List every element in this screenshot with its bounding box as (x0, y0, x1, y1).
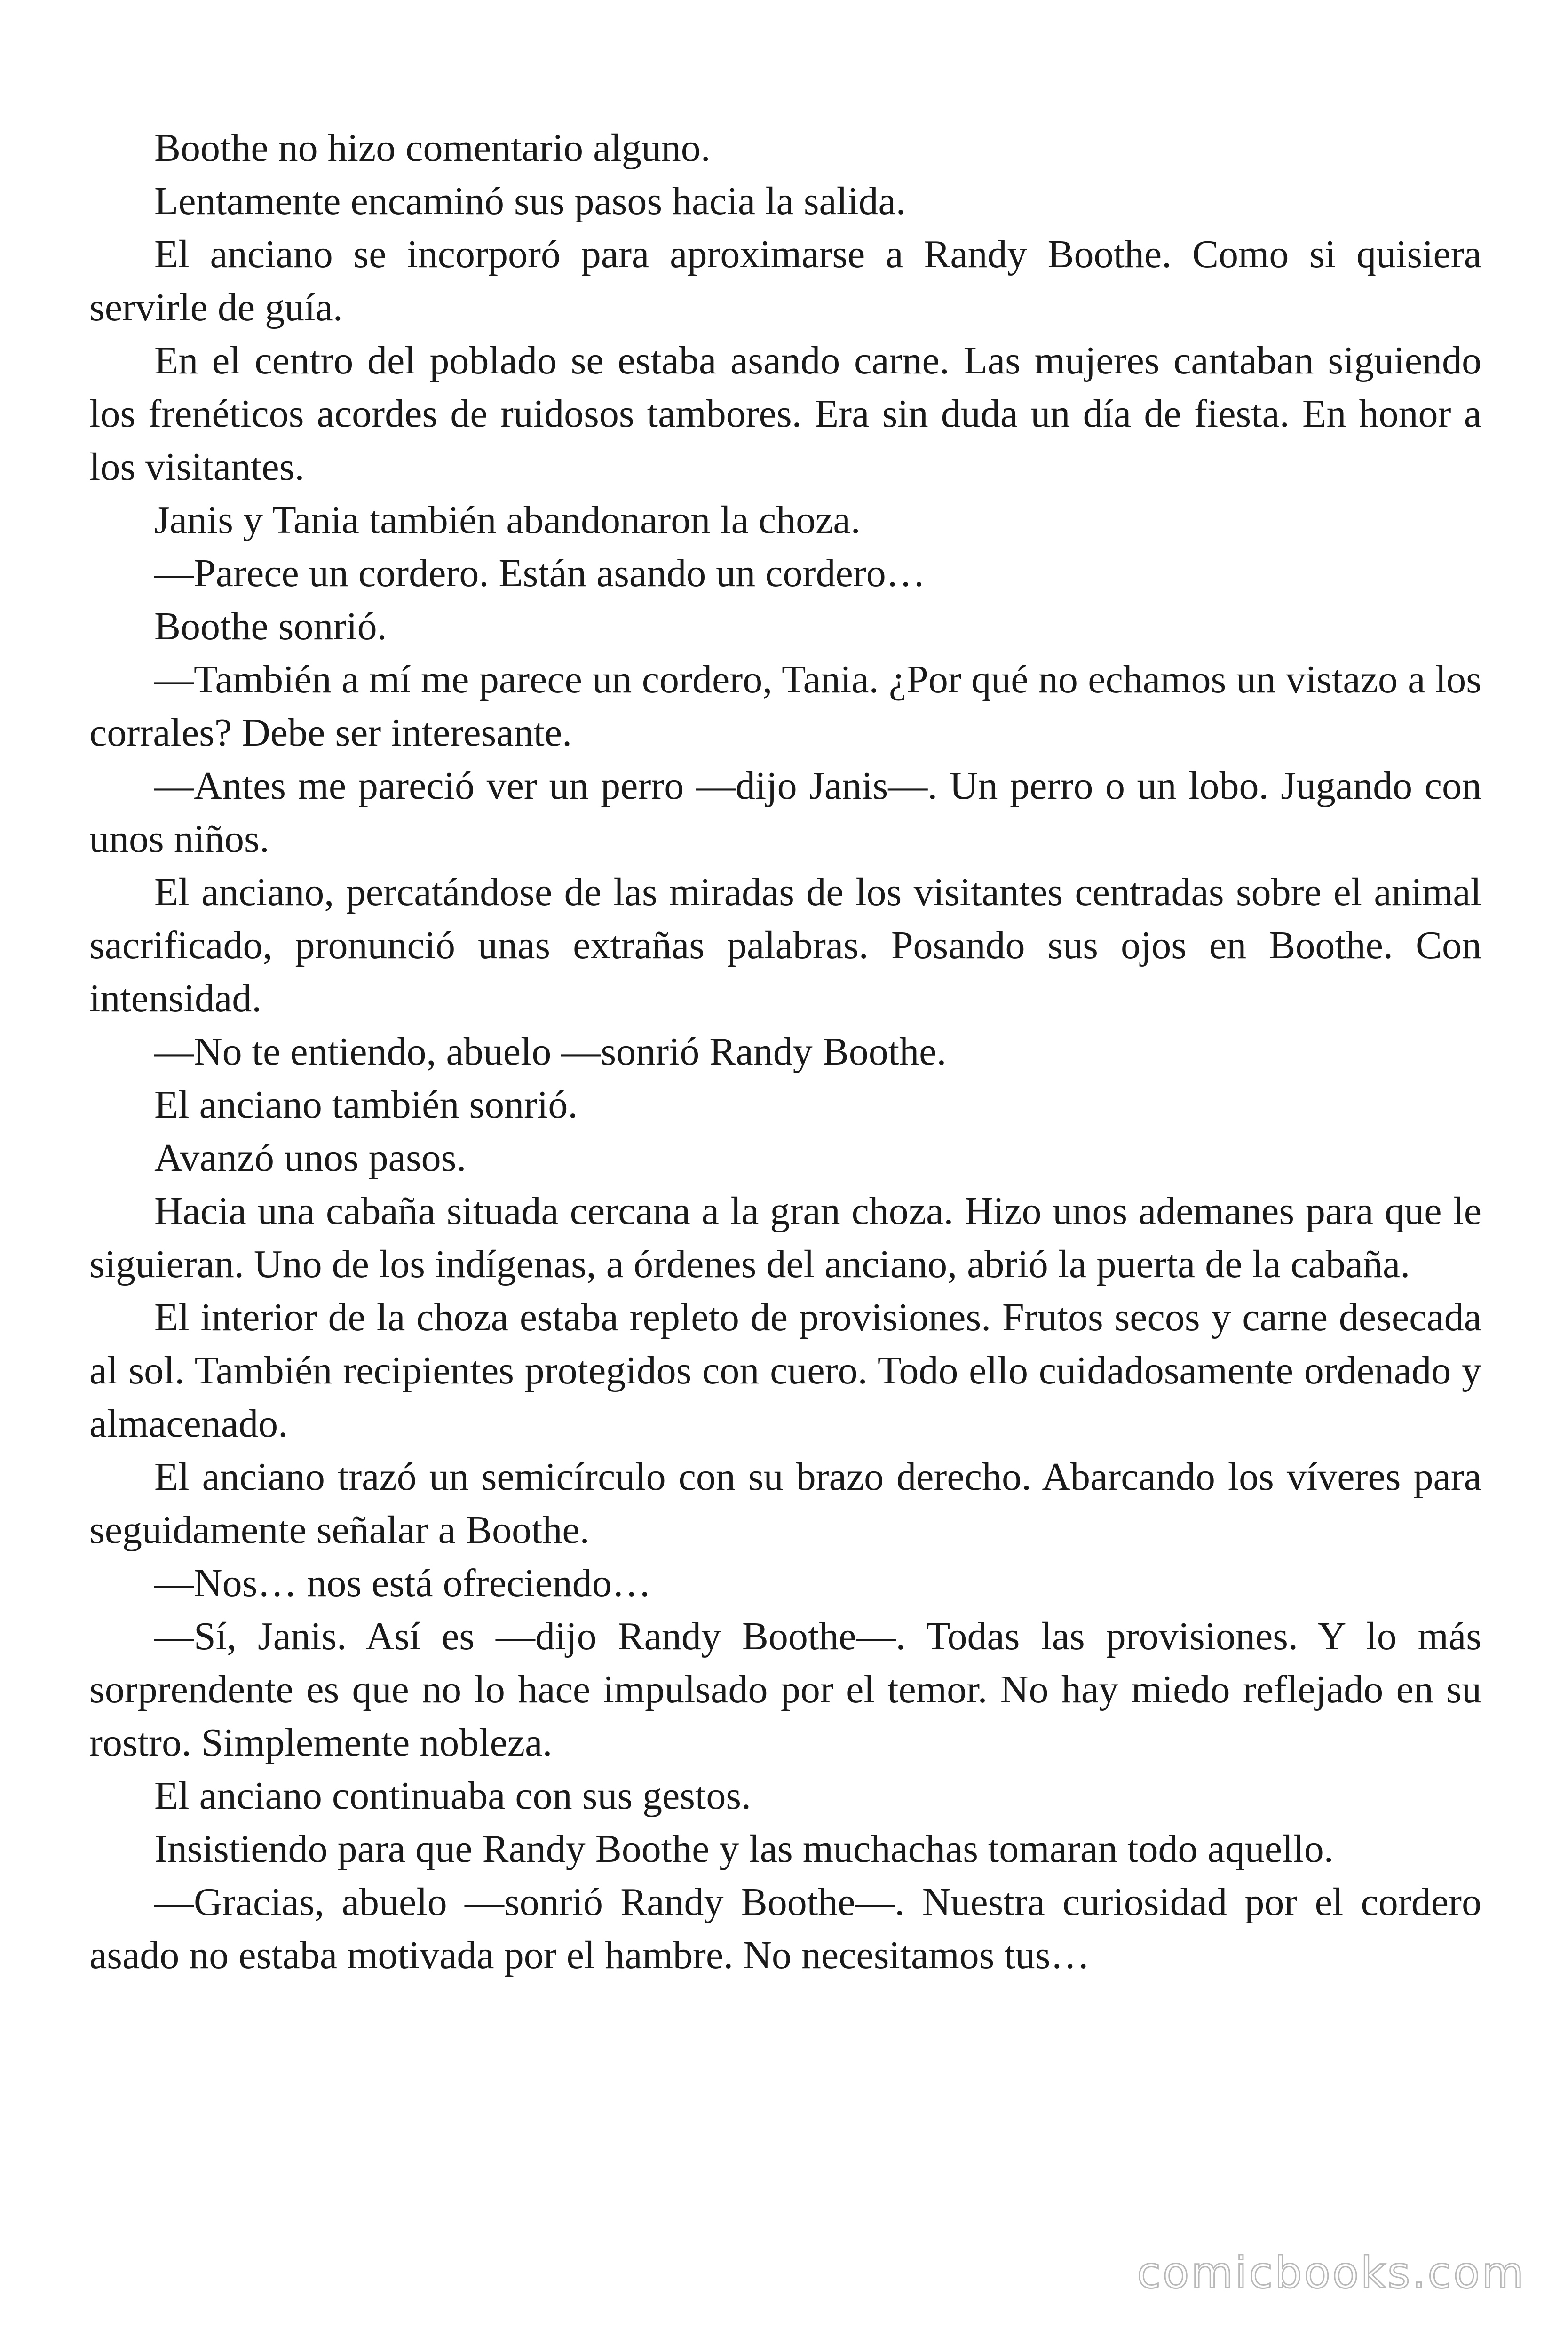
paragraph: —Sí, Janis. Así es —dijo Randy Boothe—. Todas las provisiones. Y lo más sorprendente es que no lo hace impulsado por el temor. No hay miedo reflejado en su rostro. Simplemente nobleza. (89, 1614, 1481, 1764)
paragraph: Avanzó unos pasos. (154, 1136, 467, 1180)
paragraph: El anciano también sonrió. (154, 1083, 578, 1127)
paragraph: Janis y Tania también abandonaron la choza. (154, 498, 861, 542)
paragraph: —Gracias, abuelo —sonrió Randy Boothe—. Nuestra curiosidad por el cordero asado no estaba motivada por el hambre. No necesitamos tus… (89, 1880, 1481, 1977)
paragraph: El anciano trazó un semicírculo con su brazo derecho. Abarcando los víveres para seguidamente señalar a Boothe. (89, 1455, 1481, 1552)
paragraph: Boothe sonrió. (154, 604, 387, 648)
paragraph: —También a mí me parece un cordero, Tania. ¿Por qué no echamos un vistazo a los corrales? Debe ser interesante. (89, 658, 1481, 755)
paragraph: En el centro del poblado se estaba asando carne. Las mujeres cantaban siguiendo los frenéticos acordes de ruidosos tambores. Era sin duda un día de fiesta. En honor a los visitantes. (89, 339, 1481, 489)
paragraph: Lentamente encaminó sus pasos hacia la salida. (154, 179, 906, 223)
paragraph: Insistiendo para que Randy Boothe y las muchachas tomaran todo aquello. (154, 1827, 1334, 1871)
paragraph: Hacia una cabaña situada cercana a la gran choza. Hizo unos ademanes para que le siguieran. Uno de los indígenas, a órdenes del anciano, abrió la puerta de la cabaña. (89, 1189, 1481, 1286)
paragraph: El anciano, percatándose de las miradas de los visitantes centradas sobre el animal sacrificado, pronunció unas extrañas palabras. Posando sus ojos en Boothe. Con intensidad. (89, 870, 1481, 1020)
paragraph: El anciano se incorporó para aproximarse a Randy Boothe. Como si quisiera servirle de guía. (89, 232, 1481, 329)
paragraph: —Antes me pareció ver un perro —dijo Janis—. Un perro o un lobo. Jugando con unos niños. (89, 764, 1481, 861)
paragraph: El anciano continuaba con sus gestos. (154, 1774, 752, 1818)
page-text (89, 121, 1481, 1982)
watermark: comicbooks.com (1137, 2248, 1526, 2298)
paragraph: —Nos… nos está ofreciendo… (154, 1561, 651, 1605)
paragraph: —Parece un cordero. Están asando un cordero… (154, 551, 926, 595)
paragraph: Boothe no hizo comentario alguno. (154, 126, 711, 170)
paragraph: —No te entiendo, abuelo —sonrió Randy Boothe. (154, 1030, 947, 1073)
paragraph: El interior de la choza estaba repleto de provisiones. Frutos secos y carne desecada al sol. También recipientes protegidos con cuero. Todo ello cuidadosamente ordenado y almacenado. (89, 1295, 1481, 1446)
